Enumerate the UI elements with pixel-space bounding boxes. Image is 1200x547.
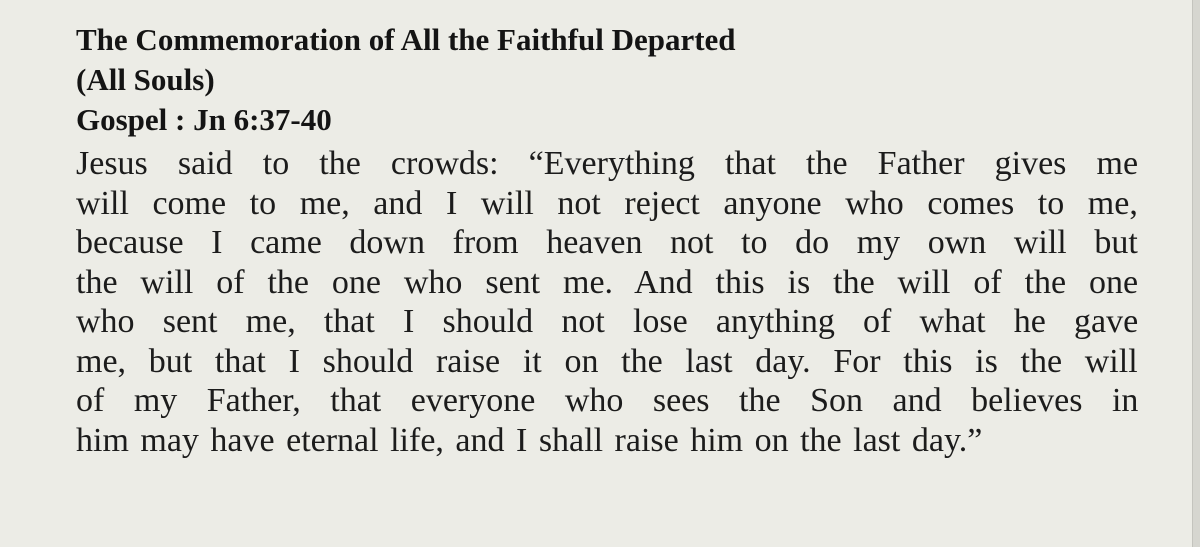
- feast-title-line-2: (All Souls): [76, 62, 215, 97]
- gospel-card: [76, 20, 1138, 460]
- passage-line: Jesus said to the crowds: “Everything that the Father gives me: [76, 145, 1139, 182]
- passage-line: me, but that I should raise it on the last day. For this is the will: [76, 342, 1138, 380]
- passage-line: the will of the one who sent me. And this is the will of the one: [76, 263, 1139, 301]
- passage-line: him may have eternal life, and I shall raise him on the last day.”: [76, 421, 983, 459]
- gospel-passage: [76, 144, 1138, 460]
- passage-line: because I came down from heaven not to do my own will but: [76, 224, 1138, 261]
- feast-title-line-1: The Commemoration of All the Faithful Departed: [76, 22, 736, 57]
- passage-line: who sent me, that I should not lose anything of what he gave: [76, 303, 1139, 340]
- passage-line: will come to me, and I will not reject anyone who comes to me,: [76, 184, 1138, 222]
- reading-reference: Gospel : Jn 6:37-40: [76, 102, 332, 137]
- passage-line: of my Father, that everyone who sees the Son and believes in: [76, 382, 1139, 419]
- page-edge-divider: [1192, 0, 1200, 547]
